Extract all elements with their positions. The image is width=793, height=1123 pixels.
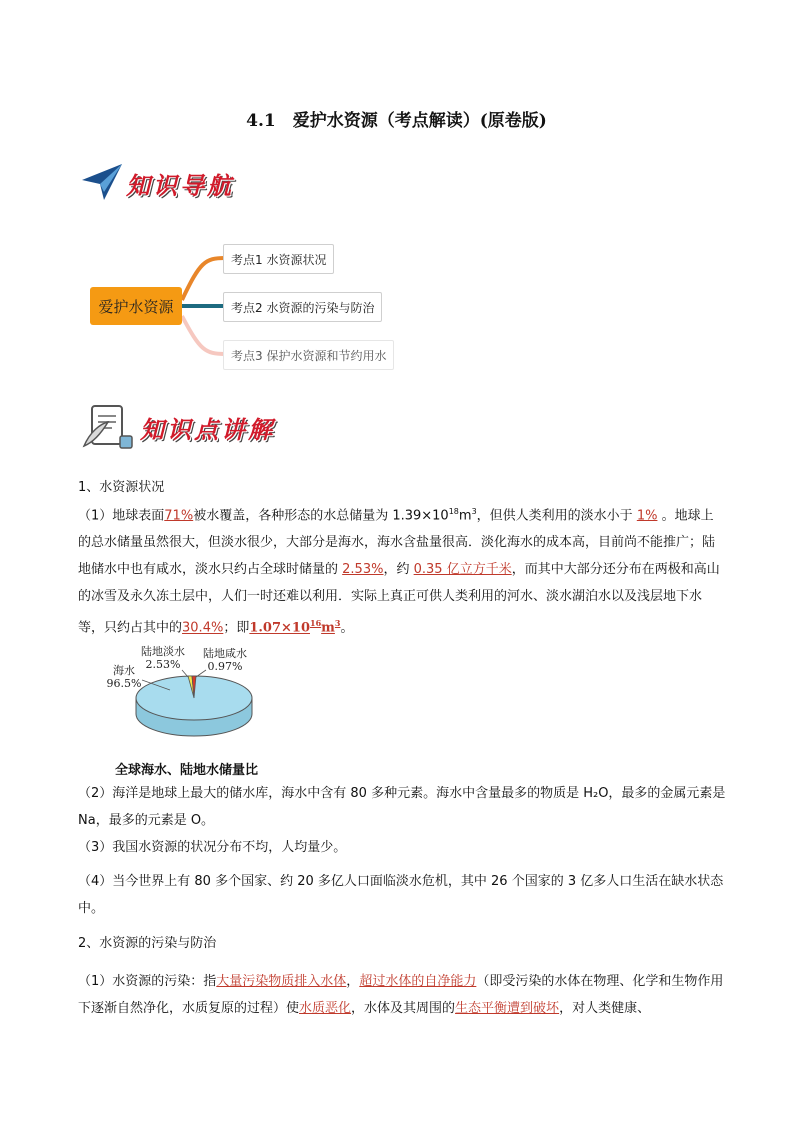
mindmap-root: 爱护水资源 — [90, 287, 182, 325]
mindmap-node-1: 考点1 水资源状况 — [223, 244, 334, 274]
section1-heading: 1、水资源状况 — [78, 480, 165, 495]
water-pie-chart — [130, 668, 260, 748]
section1-para1: （1）地球表面71%被水覆盖，各种形态的水总储量为 $1.39\times 10^{18}m^3$，但供人类利用的淡水小于 1% 。地球上的总水储量虽然很大，但淡水很少，大部分是海水，海水含盐量很高．淡化海水的成本高，目前尚不能推广；陆地储水中也有咸水，淡水只约占全球时储量的 2.53%，约 0.35 亿立方千米，而其中大部分还分布在两极和高山的冰雪及永久冻土层中，人们一时还难以利用．实际上真正可供人类利用的河水、淡水湖泊水以及浅层地下水等，只约占其中的30.4%；即$1.07\times 10^{16}m^3$。 — [78, 507, 720, 636]
mindmap-node-2: 考点2 水资源的污染与防治 — [223, 292, 382, 322]
section2-para1: （1）水资源的污染：指大量污染物质排入水体，超过水体的自净能力（即受污染的水体在物理、化学和生物作用下逐渐自然净化，水质复原的过程）使水质恶化，水体及其周围的生态平衡遭到破坏，对人类健康、 — [78, 974, 724, 1016]
scroll-quill-icon — [80, 402, 136, 452]
explain-banner-title: 知识点讲解 — [140, 415, 275, 444]
page-title: 4.1 爱护水资源（考点解读）(原卷版) — [246, 111, 547, 131]
pie-label-sea: 海水 96.5% — [106, 664, 142, 690]
explain-banner — [80, 402, 320, 454]
chart-caption: 全球海水、陆地水储量比 — [115, 763, 259, 778]
nav-banner-title: 知识导航 — [126, 171, 234, 200]
pie-label-fresh: 陆地淡水 2.53% — [141, 645, 185, 671]
section1-para3: （3）我国水资源的状况分布不均，人均量少。 — [78, 840, 347, 855]
section1-para2: （2）海洋是地球上最大的储水库，海水中含有 80 多种元素。海水中含量最多的物质是 H₂O，最多的金属元素是 Na，最多的元素是 O。 — [78, 786, 726, 828]
mindmap-node-3: 考点3 保护水资源和节约用水 — [223, 340, 394, 370]
pie-label-salt: 陆地咸水 0.97% — [203, 647, 247, 673]
mindmap-branches — [0, 0, 793, 400]
section2-heading: 2、水资源的污染与防治 — [78, 936, 217, 951]
section1-para4: （4）当今世界上有 80 多个国家、约 20 多亿人口面临淡水危机，其中 26 个国家的 3 亿多人口生活在缺水状态中。 — [78, 874, 724, 916]
